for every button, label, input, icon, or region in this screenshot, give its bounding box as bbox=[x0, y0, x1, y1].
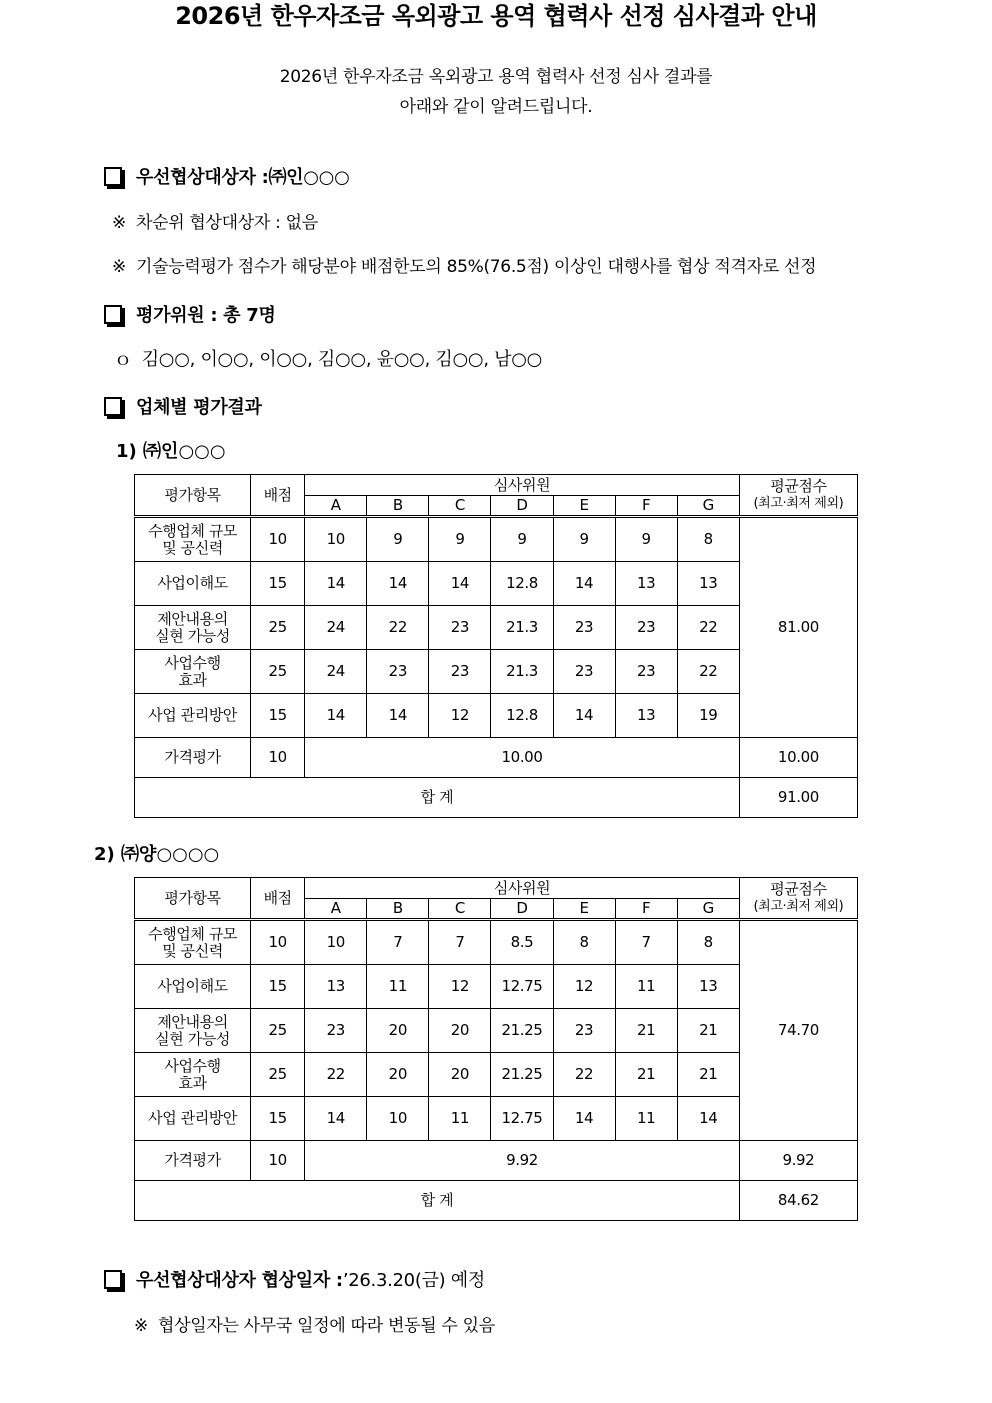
company-name-masked: ○○○○ bbox=[156, 844, 220, 865]
price-average: 10.00 bbox=[739, 738, 857, 778]
company-2-heading bbox=[94, 840, 219, 866]
company-name-masked: ○○○ bbox=[178, 441, 226, 462]
company-number: 2) bbox=[94, 844, 115, 865]
note-text: 협상일자는 사무국 일정에 따라 변동될 수 있음 bbox=[157, 1316, 495, 1336]
item-points: 15 bbox=[251, 562, 305, 606]
judge-score: 21 bbox=[677, 1053, 739, 1097]
item-label: 사업 관리방안 bbox=[135, 1097, 251, 1141]
priority-value: ㈜인○○○ bbox=[268, 167, 350, 188]
technical-average: 81.00 bbox=[739, 517, 857, 738]
table-row bbox=[135, 920, 858, 965]
header-judges: 심사위원 bbox=[305, 878, 740, 899]
header-judge: G bbox=[677, 496, 739, 517]
evaluator-names: 김○○, 이○○, 이○○, 김○○, 윤○○, 김○○, 남○○ bbox=[141, 349, 543, 370]
judge-score: 14 bbox=[305, 694, 367, 738]
judge-score: 8 bbox=[553, 920, 615, 965]
table-row bbox=[135, 517, 858, 562]
judge-score: 22 bbox=[677, 650, 739, 694]
item-points: 10 bbox=[251, 517, 305, 562]
judge-score: 9 bbox=[491, 517, 553, 562]
header-item: 평가항목 bbox=[135, 878, 251, 920]
header-judge: E bbox=[553, 496, 615, 517]
judge-score: 23 bbox=[367, 650, 429, 694]
company-name: ㈜인 bbox=[143, 441, 179, 462]
score-table-company-1 bbox=[134, 474, 858, 818]
judge-score: 10 bbox=[367, 1097, 429, 1141]
item-points: 25 bbox=[251, 650, 305, 694]
judge-score: 20 bbox=[367, 1009, 429, 1053]
note-next-rank bbox=[112, 208, 318, 233]
total-value: 84.62 bbox=[739, 1181, 857, 1221]
item-label: 수행업체 규모 및 공신력 bbox=[135, 517, 251, 562]
item-points: 25 bbox=[251, 606, 305, 650]
judge-score: 13 bbox=[305, 965, 367, 1009]
company-name: ㈜양 bbox=[121, 844, 157, 865]
total-row bbox=[135, 1181, 858, 1221]
header-judge: C bbox=[429, 899, 491, 920]
section-priority bbox=[104, 163, 350, 189]
checkbox-square-icon bbox=[104, 1270, 122, 1289]
company-number: 1) bbox=[116, 441, 137, 462]
judge-score: 14 bbox=[553, 694, 615, 738]
judge-score: 12.8 bbox=[491, 694, 553, 738]
judge-score: 23 bbox=[429, 650, 491, 694]
judge-score: 14 bbox=[305, 562, 367, 606]
total-row bbox=[135, 778, 858, 818]
judge-score: 11 bbox=[367, 965, 429, 1009]
item-label: 사업이해도 bbox=[135, 562, 251, 606]
bullet-circle-icon: ｏ bbox=[114, 349, 132, 370]
item-points: 15 bbox=[251, 1097, 305, 1141]
checkbox-square-icon bbox=[104, 305, 122, 324]
company-1-heading bbox=[116, 437, 226, 463]
price-score: 9.92 bbox=[305, 1141, 740, 1181]
header-judge: C bbox=[429, 496, 491, 517]
judge-score: 12.75 bbox=[491, 965, 553, 1009]
checkbox-square-icon bbox=[104, 397, 122, 416]
header-judge: F bbox=[615, 496, 677, 517]
item-label: 제안내용의 실현 가능성 bbox=[135, 1009, 251, 1053]
judge-score: 8.5 bbox=[491, 920, 553, 965]
intro-text bbox=[0, 62, 992, 122]
judge-score: 10 bbox=[305, 920, 367, 965]
header-judges: 심사위원 bbox=[305, 475, 740, 496]
price-row bbox=[135, 1141, 858, 1181]
judge-score: 9 bbox=[615, 517, 677, 562]
header-judge: G bbox=[677, 899, 739, 920]
item-points: 25 bbox=[251, 1009, 305, 1053]
section-negotiation bbox=[104, 1266, 485, 1292]
judge-score: 21.3 bbox=[491, 606, 553, 650]
negotiation-date: ’26.3.20(금) 예정 bbox=[342, 1270, 485, 1291]
negotiation-note bbox=[134, 1311, 495, 1336]
item-points: 15 bbox=[251, 694, 305, 738]
judge-score: 9 bbox=[553, 517, 615, 562]
section-results bbox=[104, 393, 262, 419]
price-score: 10.00 bbox=[305, 738, 740, 778]
reference-mark-icon: ※ bbox=[112, 257, 126, 277]
judge-score: 23 bbox=[615, 606, 677, 650]
judge-score: 12 bbox=[429, 694, 491, 738]
judge-score: 14 bbox=[677, 1097, 739, 1141]
header-average: 평균점수 (최고·최저 제외) bbox=[739, 878, 857, 920]
item-label: 사업 관리방안 bbox=[135, 694, 251, 738]
item-points: 10 bbox=[251, 920, 305, 965]
header-judge: D bbox=[491, 496, 553, 517]
judge-score: 22 bbox=[305, 1053, 367, 1097]
judge-score: 8 bbox=[677, 517, 739, 562]
judge-score: 21.25 bbox=[491, 1053, 553, 1097]
negotiation-label: 우선협상대상자 협상일자 : bbox=[136, 1270, 343, 1291]
header-judge: A bbox=[305, 496, 367, 517]
item-points: 15 bbox=[251, 965, 305, 1009]
judge-score: 21 bbox=[615, 1053, 677, 1097]
header-judge: E bbox=[553, 899, 615, 920]
judge-score: 14 bbox=[553, 1097, 615, 1141]
score-table-company-2 bbox=[134, 877, 858, 1221]
price-row bbox=[135, 738, 858, 778]
priority-label: 우선협상대상자 : bbox=[136, 167, 269, 188]
note-text: 차순위 협상대상자 : 없음 bbox=[135, 213, 318, 233]
header-judge: F bbox=[615, 899, 677, 920]
judge-score: 21.3 bbox=[491, 650, 553, 694]
judge-score: 20 bbox=[429, 1009, 491, 1053]
evaluators-list bbox=[114, 345, 542, 371]
price-points: 10 bbox=[251, 738, 305, 778]
judge-score: 13 bbox=[677, 562, 739, 606]
judge-score: 20 bbox=[429, 1053, 491, 1097]
judge-score: 11 bbox=[429, 1097, 491, 1141]
judge-score: 14 bbox=[367, 694, 429, 738]
judge-score: 11 bbox=[615, 965, 677, 1009]
item-label: 제안내용의 실현 가능성 bbox=[135, 606, 251, 650]
item-points: 25 bbox=[251, 1053, 305, 1097]
judge-score: 13 bbox=[615, 562, 677, 606]
judge-score: 8 bbox=[677, 920, 739, 965]
judge-score: 21.25 bbox=[491, 1009, 553, 1053]
judge-score: 22 bbox=[367, 606, 429, 650]
judge-score: 11 bbox=[615, 1097, 677, 1141]
item-label: 사업수행 효과 bbox=[135, 1053, 251, 1097]
judge-score: 13 bbox=[677, 965, 739, 1009]
judge-score: 9 bbox=[367, 517, 429, 562]
price-label: 가격평가 bbox=[135, 1141, 251, 1181]
judge-score: 23 bbox=[553, 606, 615, 650]
total-value: 91.00 bbox=[739, 778, 857, 818]
judge-score: 23 bbox=[615, 650, 677, 694]
header-judge: B bbox=[367, 496, 429, 517]
judge-score: 12.8 bbox=[491, 562, 553, 606]
judge-score: 13 bbox=[615, 694, 677, 738]
judge-score: 23 bbox=[305, 1009, 367, 1053]
judge-score: 24 bbox=[305, 606, 367, 650]
page-title: 2026년 한우자조금 옥외광고 용역 협력사 선정 심사결과 안내 bbox=[175, 2, 817, 30]
header-judge: D bbox=[491, 899, 553, 920]
judge-score: 14 bbox=[553, 562, 615, 606]
judge-score: 12 bbox=[553, 965, 615, 1009]
judge-score: 12 bbox=[429, 965, 491, 1009]
reference-mark-icon: ※ bbox=[112, 213, 126, 233]
judge-score: 23 bbox=[429, 606, 491, 650]
price-average: 9.92 bbox=[739, 1141, 857, 1181]
header-points: 배점 bbox=[251, 475, 305, 517]
judge-score: 12.75 bbox=[491, 1097, 553, 1141]
judge-score: 14 bbox=[367, 562, 429, 606]
judge-score: 21 bbox=[615, 1009, 677, 1053]
judge-score: 20 bbox=[367, 1053, 429, 1097]
judge-score: 7 bbox=[429, 920, 491, 965]
total-label: 합 계 bbox=[135, 778, 740, 818]
item-label: 수행업체 규모 및 공신력 bbox=[135, 920, 251, 965]
judge-score: 19 bbox=[677, 694, 739, 738]
results-label: 업체별 평가결과 bbox=[136, 397, 262, 418]
technical-average: 74.70 bbox=[739, 920, 857, 1141]
checkbox-square-icon bbox=[104, 167, 122, 186]
judge-score: 10 bbox=[305, 517, 367, 562]
judge-score: 22 bbox=[553, 1053, 615, 1097]
intro-line-2: 아래와 같이 알려드립니다. bbox=[399, 97, 593, 117]
judge-score: 21 bbox=[677, 1009, 739, 1053]
price-points: 10 bbox=[251, 1141, 305, 1181]
total-label: 합 계 bbox=[135, 1181, 740, 1221]
header-judge: A bbox=[305, 899, 367, 920]
item-label: 사업이해도 bbox=[135, 965, 251, 1009]
header-average: 평균점수 (최고·최저 제외) bbox=[739, 475, 857, 517]
judge-score: 23 bbox=[553, 1009, 615, 1053]
judge-score: 7 bbox=[367, 920, 429, 965]
note-text: 기술능력평가 점수가 해당분야 배점한도의 85%(76.5점) 이상인 대행사를 협상 적격자로 선정 bbox=[135, 257, 817, 277]
reference-mark-icon: ※ bbox=[134, 1316, 148, 1336]
judge-score: 24 bbox=[305, 650, 367, 694]
note-threshold bbox=[112, 252, 816, 277]
judge-score: 14 bbox=[305, 1097, 367, 1141]
evaluators-label: 평가위원 : 총 7명 bbox=[136, 305, 276, 326]
price-label: 가격평가 bbox=[135, 738, 251, 778]
section-evaluators bbox=[104, 301, 276, 327]
header-judge: B bbox=[367, 899, 429, 920]
judge-score: 22 bbox=[677, 606, 739, 650]
judge-score: 7 bbox=[615, 920, 677, 965]
header-item: 평가항목 bbox=[135, 475, 251, 517]
item-label: 사업수행 효과 bbox=[135, 650, 251, 694]
intro-line-1: 2026년 한우자조금 옥외광고 용역 협력사 선정 심사 결과를 bbox=[279, 67, 713, 87]
judge-score: 14 bbox=[429, 562, 491, 606]
judge-score: 9 bbox=[429, 517, 491, 562]
header-points: 배점 bbox=[251, 878, 305, 920]
judge-score: 23 bbox=[553, 650, 615, 694]
